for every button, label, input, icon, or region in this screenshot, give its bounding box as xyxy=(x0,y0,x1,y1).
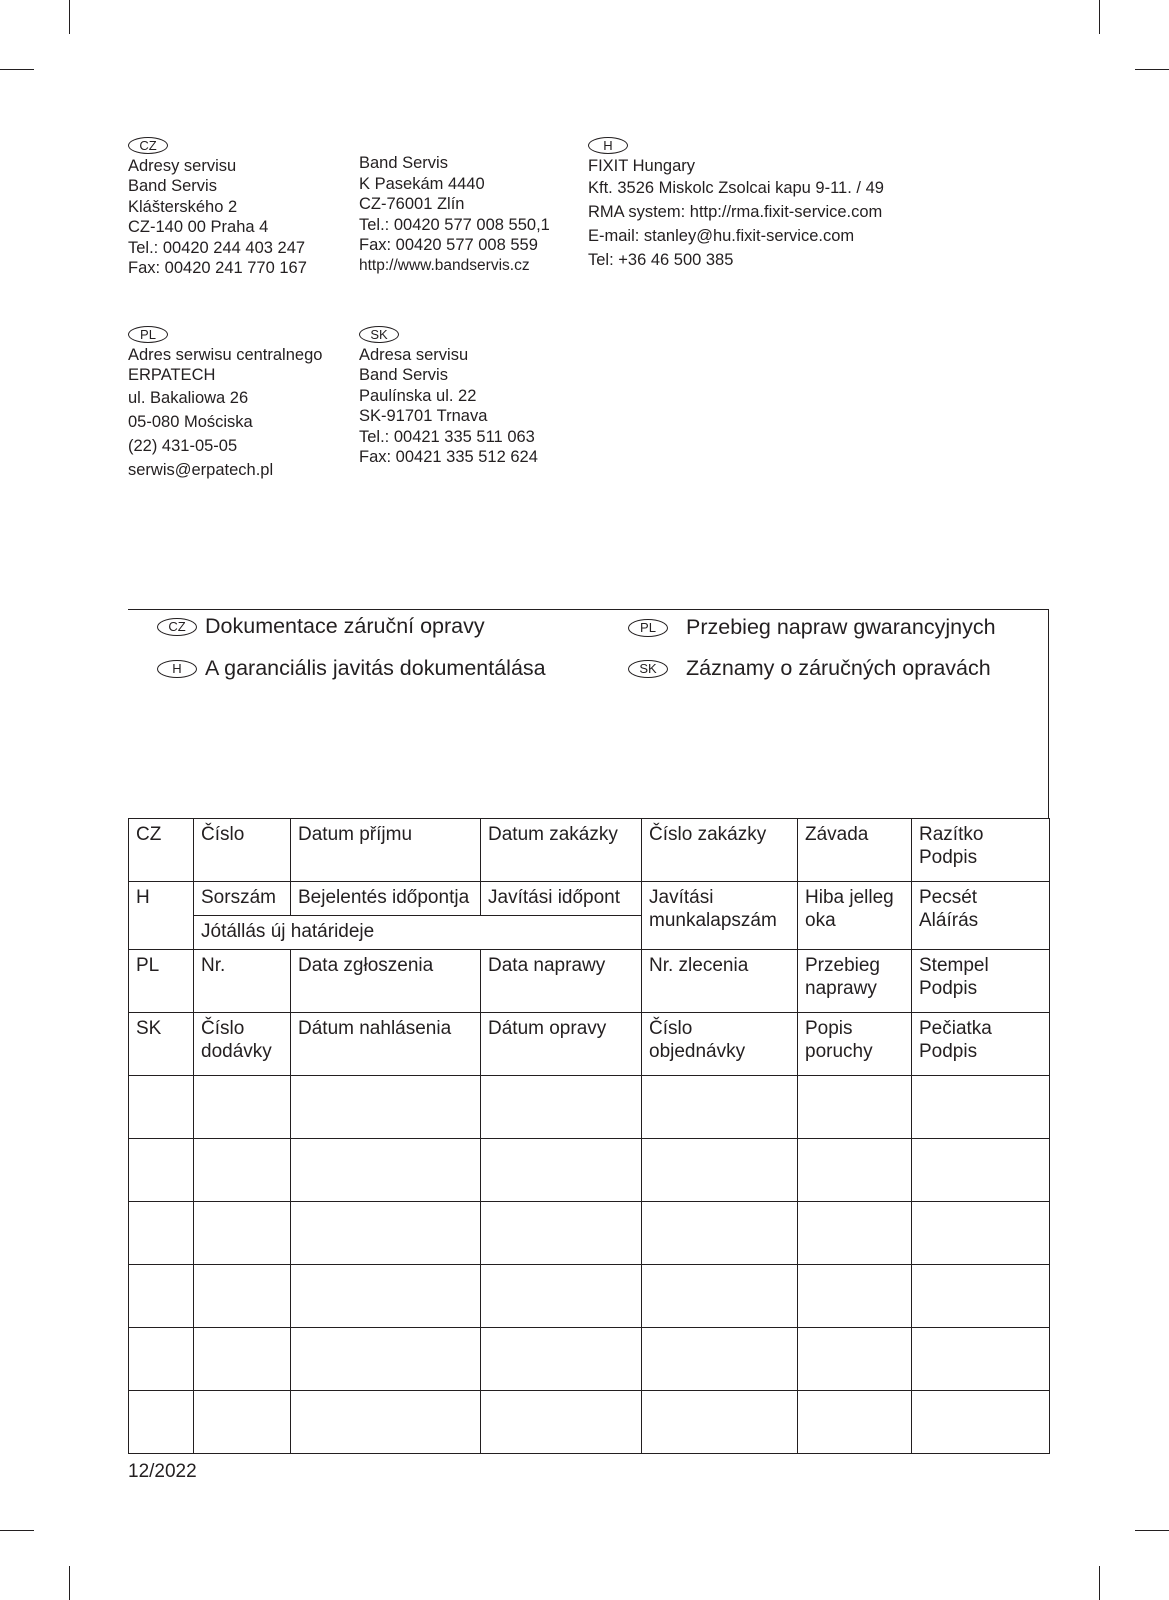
header-cell: Dátum nahlásenia xyxy=(291,1013,481,1076)
crop-mark xyxy=(69,1566,70,1600)
header-cell: Data naprawy xyxy=(481,950,642,1013)
empty-cell[interactable] xyxy=(194,1391,291,1454)
header-cell: Nr. xyxy=(194,950,291,1013)
pl-badge: PL xyxy=(128,326,168,343)
header-cell xyxy=(798,882,912,950)
header-cell: Sorszám xyxy=(194,882,291,916)
empty-cell[interactable] xyxy=(642,1328,798,1391)
cell-text: oka xyxy=(805,910,836,931)
empty-cell[interactable] xyxy=(798,1139,912,1202)
empty-cell[interactable] xyxy=(912,1265,1050,1328)
sk-badge: SK xyxy=(359,326,399,343)
address-line: Tel.: 00421 335 511 063 xyxy=(359,427,535,446)
address-line: Adres serwisu centralnego xyxy=(128,345,323,364)
cell-text: Číslo xyxy=(649,1018,693,1039)
empty-cell[interactable] xyxy=(481,1391,642,1454)
table-row-empty xyxy=(129,1076,1050,1139)
pl-badge: PL xyxy=(628,619,668,637)
empty-cell[interactable] xyxy=(194,1328,291,1391)
header-cell xyxy=(642,1013,798,1076)
address-line: Tel.: 00420 244 403 247 xyxy=(128,238,306,257)
cell-text: Podpis xyxy=(919,847,978,868)
header-cell: Datum zakázky xyxy=(481,819,642,882)
empty-cell[interactable] xyxy=(129,1202,194,1265)
empty-cell[interactable] xyxy=(642,1265,798,1328)
cz-address-primary xyxy=(128,135,307,279)
address-line: Band Servis xyxy=(359,366,448,384)
cz-badge: CZ xyxy=(128,137,168,154)
empty-cell[interactable] xyxy=(481,1328,642,1391)
header-cell: Závada xyxy=(798,819,912,882)
empty-cell[interactable] xyxy=(798,1265,912,1328)
cell-text: poruchy xyxy=(805,1041,873,1062)
cell-text: Podpis xyxy=(919,978,978,999)
empty-cell[interactable] xyxy=(642,1391,798,1454)
table-row-empty xyxy=(129,1139,1050,1202)
empty-cell[interactable] xyxy=(129,1265,194,1328)
crop-mark xyxy=(1135,69,1169,70)
sk-badge: SK xyxy=(628,660,668,678)
heading-text: A garanciális javitás dokumentálása xyxy=(205,656,546,680)
pl-address xyxy=(128,324,322,482)
cell-text: Aláírás xyxy=(919,910,979,931)
cell-text: Razítko xyxy=(919,824,984,845)
empty-cell[interactable] xyxy=(291,1328,481,1391)
cell-text: dodávky xyxy=(201,1041,272,1062)
header-cell: Datum příjmu xyxy=(291,819,481,882)
heading-text: Záznamy o záručných opravách xyxy=(686,656,991,680)
empty-cell[interactable] xyxy=(912,1076,1050,1139)
cell-text: Javítási xyxy=(649,887,714,908)
lang-cell: H xyxy=(129,882,194,950)
heading-sk xyxy=(628,656,991,681)
empty-cell[interactable] xyxy=(291,1139,481,1202)
table-row-empty xyxy=(129,1202,1050,1265)
lang-cell: CZ xyxy=(129,819,194,882)
cell-text: objednávky xyxy=(649,1041,746,1062)
cell-text: Podpis xyxy=(919,1041,978,1062)
header-cell: Číslo xyxy=(194,819,291,882)
header-cell: Číslo zakázky xyxy=(642,819,798,882)
heading-frame xyxy=(128,609,1049,819)
cell-text: munkalapszám xyxy=(649,910,777,931)
table-row-empty xyxy=(129,1328,1050,1391)
empty-cell[interactable] xyxy=(194,1265,291,1328)
footer-date: 12/2022 xyxy=(128,1461,197,1482)
header-cell: Dátum opravy xyxy=(481,1013,642,1076)
empty-cell[interactable] xyxy=(129,1139,194,1202)
header-cell: Jótállás új határideje xyxy=(194,916,642,950)
repair-record-table xyxy=(128,818,1050,1454)
empty-cell[interactable] xyxy=(481,1139,642,1202)
empty-cell[interactable] xyxy=(798,1328,912,1391)
cell-text: Popis xyxy=(805,1018,853,1039)
crop-mark xyxy=(0,69,34,70)
hu-badge: H xyxy=(588,137,628,154)
empty-cell[interactable] xyxy=(291,1202,481,1265)
header-cell: Nr. zlecenia xyxy=(642,950,798,1013)
table-row-cz xyxy=(129,819,1050,882)
table-row-sk xyxy=(129,1013,1050,1076)
crop-mark xyxy=(1099,1566,1100,1600)
cell-text: Hiba jelleg xyxy=(805,887,894,908)
cell-text: Pecsét xyxy=(919,887,978,908)
empty-cell[interactable] xyxy=(642,1076,798,1139)
crop-mark xyxy=(1135,1530,1169,1531)
heading-pl xyxy=(628,615,996,640)
header-cell xyxy=(194,1013,291,1076)
header-cell: Bejelentés időpontja xyxy=(291,882,481,916)
cz-address-secondary xyxy=(359,153,550,276)
address-line: Tel: +36 46 500 385 xyxy=(588,251,734,269)
empty-cell[interactable] xyxy=(798,1391,912,1454)
empty-cell[interactable] xyxy=(912,1202,1050,1265)
hu-badge: H xyxy=(157,660,197,678)
header-cell xyxy=(798,950,912,1013)
address-line: ul. Bakaliowa 26 xyxy=(128,388,249,407)
heading-text: Przebieg napraw gwarancyjnych xyxy=(686,615,996,639)
table-row-pl xyxy=(129,950,1050,1013)
crop-mark xyxy=(0,1530,34,1531)
address-line: Adresa servisu xyxy=(359,345,469,364)
header-cell xyxy=(912,819,1050,882)
heading-text: Dokumentace záruční opravy xyxy=(205,614,485,638)
address-line: SK-91701 Trnava xyxy=(359,407,488,425)
empty-cell[interactable] xyxy=(194,1139,291,1202)
crop-mark xyxy=(1099,0,1100,34)
empty-cell[interactable] xyxy=(291,1076,481,1139)
empty-cell[interactable] xyxy=(291,1391,481,1454)
sk-address xyxy=(359,324,538,468)
table-row-empty xyxy=(129,1265,1050,1328)
address-line: Paulínska ul. 22 xyxy=(359,386,477,405)
email-link[interactable]: serwis@erpatech.pl xyxy=(128,460,274,479)
lang-cell: PL xyxy=(129,950,194,1013)
header-cell: Data zgłoszenia xyxy=(291,950,481,1013)
lang-cell: SK xyxy=(129,1013,194,1076)
empty-cell[interactable] xyxy=(129,1391,194,1454)
empty-cell[interactable] xyxy=(481,1265,642,1328)
email-link[interactable]: E-mail: stanley@hu.fixit-service.com xyxy=(588,227,855,245)
address-line: Adresy servisu xyxy=(128,156,237,175)
empty-cell[interactable] xyxy=(481,1202,642,1265)
website-link[interactable]: http://www.bandservis.cz xyxy=(359,256,530,274)
empty-cell[interactable] xyxy=(642,1139,798,1202)
cz-badge: CZ xyxy=(157,618,197,636)
address-line: K Pasekám 4440 xyxy=(359,174,485,193)
address-line: Tel.: 00420 577 008 550,1 xyxy=(359,215,550,234)
empty-cell[interactable] xyxy=(194,1202,291,1265)
address-line: Fax: 00421 335 512 624 xyxy=(359,448,538,466)
empty-cell[interactable] xyxy=(291,1265,481,1328)
empty-cell[interactable] xyxy=(912,1139,1050,1202)
rma-link[interactable]: RMA system: http://rma.fixit-service.com xyxy=(588,203,883,221)
empty-cell[interactable] xyxy=(481,1076,642,1139)
cell-text: naprawy xyxy=(805,978,877,999)
header-cell xyxy=(642,882,798,950)
header-cell xyxy=(912,950,1050,1013)
empty-cell[interactable] xyxy=(798,1076,912,1139)
address-line: FIXIT Hungary xyxy=(588,156,695,175)
empty-cell[interactable] xyxy=(912,1328,1050,1391)
empty-cell[interactable] xyxy=(194,1076,291,1139)
cell-text: Číslo xyxy=(201,1018,245,1039)
address-line: (22) 431-05-05 xyxy=(128,436,238,455)
table-row-hu xyxy=(129,882,1050,916)
header-cell xyxy=(912,882,1050,950)
heading-cz xyxy=(157,614,485,639)
hu-address xyxy=(588,135,884,272)
address-line: Fax: 00420 577 008 559 xyxy=(359,236,538,254)
table-row-empty xyxy=(129,1391,1050,1454)
empty-cell[interactable] xyxy=(129,1076,194,1139)
header-cell xyxy=(912,1013,1050,1076)
address-line: Band Servis xyxy=(359,154,448,172)
address-line: Fax: 00420 241 770 167 xyxy=(128,259,307,277)
address-line: Klášterského 2 xyxy=(128,197,238,216)
empty-cell[interactable] xyxy=(798,1202,912,1265)
empty-cell[interactable] xyxy=(912,1391,1050,1454)
header-cell xyxy=(798,1013,912,1076)
crop-mark xyxy=(69,0,70,34)
cell-text: Przebieg xyxy=(805,955,880,976)
address-line: Kft. 3526 Miskolc Zsolcai kapu 9-11. / 49 xyxy=(588,179,884,197)
address-line: 05-080 Mościska xyxy=(128,412,253,431)
header-cell: Javítási időpont xyxy=(481,882,642,916)
address-line: Band Servis xyxy=(128,177,217,195)
heading-hu xyxy=(157,656,546,681)
cell-text: Stempel xyxy=(919,955,989,976)
address-line: CZ-140 00 Praha 4 xyxy=(128,218,269,236)
empty-cell[interactable] xyxy=(129,1328,194,1391)
address-line: ERPATECH xyxy=(128,366,216,384)
address-line: CZ-76001 Zlín xyxy=(359,195,465,213)
empty-cell[interactable] xyxy=(642,1202,798,1265)
cell-text: Pečiatka xyxy=(919,1018,992,1039)
